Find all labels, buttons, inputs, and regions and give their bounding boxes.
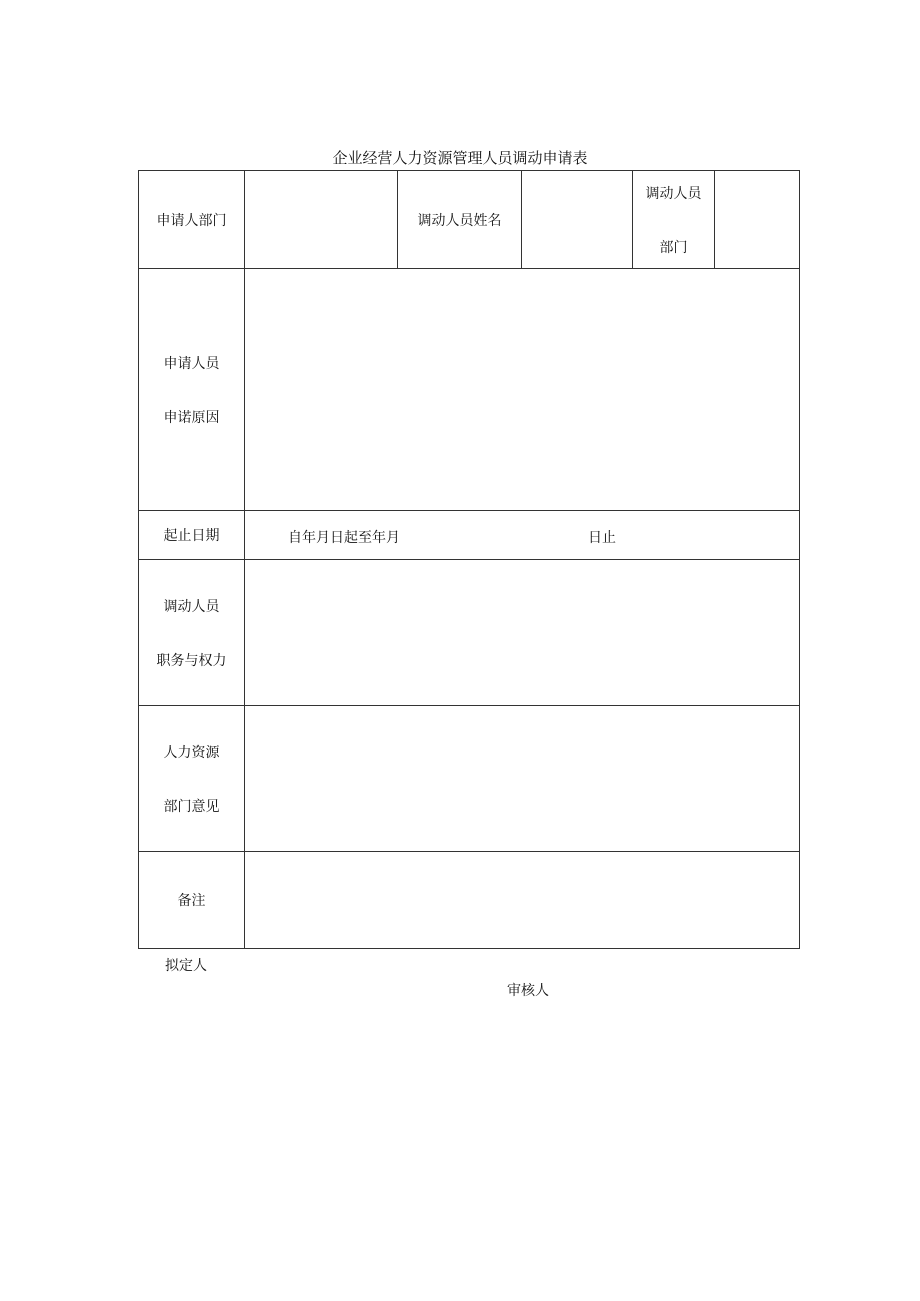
transfer-dept-label-line2: 部门 (659, 239, 688, 256)
transfer-name-field[interactable] (522, 171, 633, 269)
reason-field[interactable] (245, 269, 800, 511)
transfer-name-label: 调动人员姓名 (398, 171, 522, 269)
duties-label-line2: 职务与权力 (156, 652, 227, 669)
remarks-label: 备注 (139, 852, 245, 949)
period-label: 起止日期 (139, 511, 245, 560)
period-to-text: 日止 (588, 530, 616, 546)
period-field[interactable] (245, 511, 800, 560)
page-title: 企业经营人力资源管理人员调动申请表 (332, 149, 588, 167)
hr-opinion-label-line1: 人力资源 (163, 744, 220, 761)
remarks-field[interactable] (245, 852, 800, 949)
duties-field[interactable] (245, 560, 800, 706)
reason-label-line2: 申诺原因 (163, 409, 220, 426)
period-from-text: 自年月日起至年月 (288, 530, 400, 546)
duties-label-line1: 调动人员 (163, 598, 220, 615)
row-period (139, 511, 800, 560)
hr-opinion-label-line2: 部门意见 (163, 798, 220, 815)
applicant-dept-label: 申请人部门 (139, 171, 245, 269)
hr-opinion-field[interactable] (245, 706, 800, 852)
reason-label-line1: 申请人员 (163, 355, 220, 372)
duties-label (139, 560, 245, 706)
transfer-dept-label (633, 171, 715, 269)
hr-opinion-label (139, 706, 245, 852)
row-duties (139, 560, 800, 706)
row-hr-opinion (139, 706, 800, 852)
row-basic-info (139, 171, 800, 269)
transfer-application-form (138, 170, 800, 949)
drafter-label: 拟定人 (165, 958, 207, 974)
row-remarks (139, 852, 800, 949)
transfer-dept-field[interactable] (715, 171, 800, 269)
reviewer-label: 审核人 (507, 983, 549, 999)
transfer-dept-label-line1: 调动人员 (645, 185, 702, 202)
row-reason (139, 269, 800, 511)
applicant-dept-field[interactable] (245, 171, 398, 269)
reason-label (139, 269, 245, 511)
